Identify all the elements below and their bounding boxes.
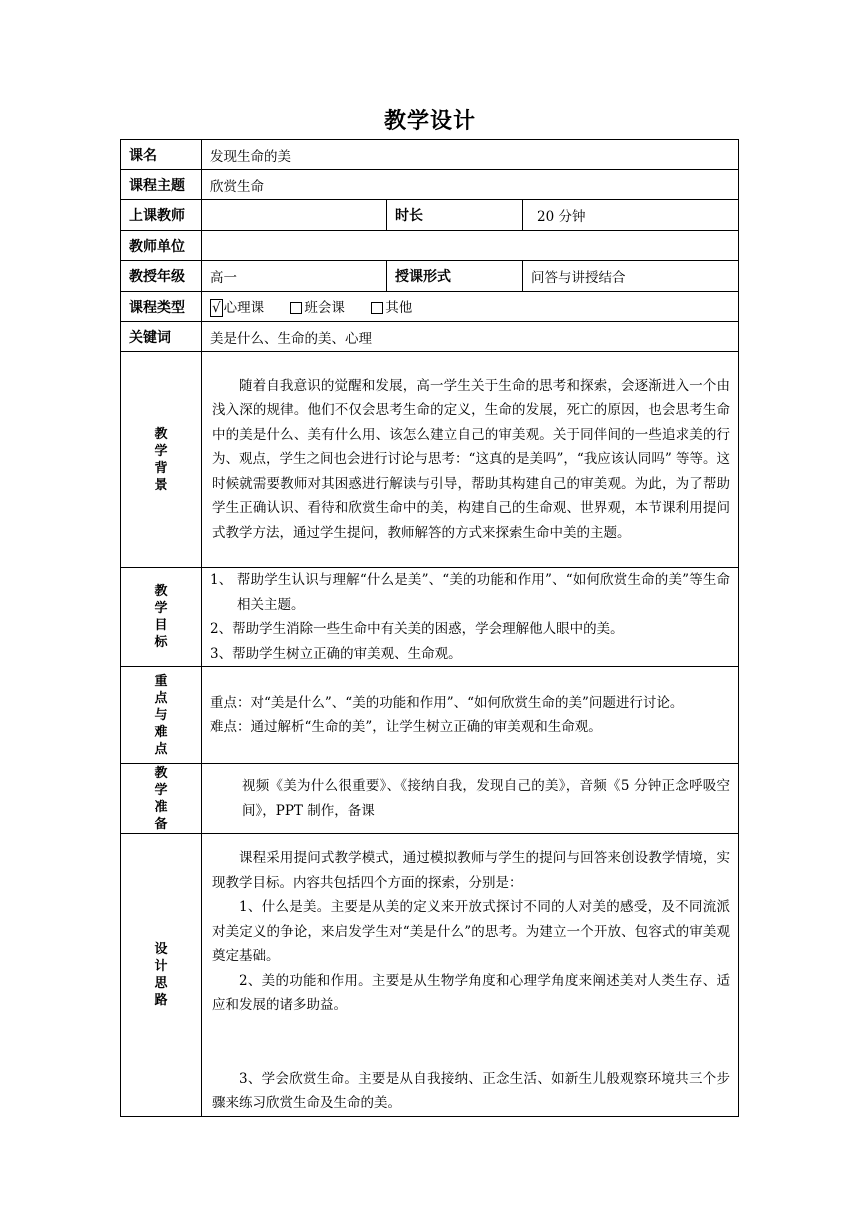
row-goals <box>121 568 739 667</box>
row-unit <box>121 231 739 261</box>
unit-value <box>202 231 739 261</box>
checkbox-icon <box>290 302 302 314</box>
goal-item: 3、帮助学生树立正确的审美观、生命观。 <box>210 645 462 662</box>
grade-value: 高一 <box>202 261 387 292</box>
row-course-theme <box>121 170 739 200</box>
lesson-plan-table <box>120 139 739 1117</box>
teacher-value <box>202 200 387 231</box>
keywords-value: 美是什么、生命的美、心理 <box>202 322 739 352</box>
row-course-type <box>121 292 739 322</box>
form-label: 授课形式 <box>387 261 523 292</box>
unit-label: 教师单位 <box>121 231 202 261</box>
row-design <box>121 834 739 1117</box>
design-intro: 课程采用提问式教学模式，通过模拟教师与学生的提问与回答来创设教学情境，实现教学目标。内容共包括四个方面的探索，分别是： <box>212 850 731 891</box>
goals-list <box>202 568 739 667</box>
row-course-name <box>121 140 739 170</box>
row-key-points <box>121 667 739 764</box>
duration-value: 20 分钟 <box>523 200 739 231</box>
difficulty-point: 难点：通过解析“生命的美”，让学生树立正确的审美观和生命观。 <box>210 719 602 735</box>
design-part-2: 2、美的功能和作用。主要是从生物学角度和心理学角度来阐述美对人类生存、适应和发展的诸多助益。 <box>212 972 731 1013</box>
option-class-meeting-label: 班会课 <box>304 300 345 316</box>
row-background <box>121 352 739 568</box>
key-point: 重点：对“美是什么”、“美的功能和作用”、“如何欣赏生命的美”问题进行讨论。 <box>210 694 684 711</box>
goal-item: 2、帮助学生消除一些生命中有关美的困惑，学会理解他人眼中的美。 <box>210 621 624 637</box>
goals-label: 教 学 目 标 <box>121 568 202 667</box>
design-part-3: 3、学会欣赏生命。主要是从自我接纳、正念生活、如新生儿般观察环境共三个步骤来练习欣赏生命及生命的美。 <box>212 1070 731 1111</box>
form-value: 问答与讲授结合 <box>523 261 739 292</box>
row-keywords <box>121 322 739 352</box>
preparation-text: 视频《美为什么很重要》、《接纳自我，发现自己的美》，音频《5 分钟正念呼吸空间》，PPT 制作，备课 <box>202 764 739 834</box>
teacher-label: 上课教师 <box>121 200 202 231</box>
background-text: 随着自我意识的觉醒和发展，高一学生关于生命的思考和探索，会逐渐进入一个由浅入深的规律。他们不仅会思考生命的定义，生命的发展，死亡的原因，也会思考生命中的美是什么、美有什么用、该怎么建立自己的审美观。关于同伴间的一些追求美的行为、观点，学生之间也会进行讨论与思考：“这真的是美吗”，“我应该认同吗” 等等。这时候就需要教师对其困惑进行解读与引导，帮助其构建自己的审美观。为此，为了帮助学生正确认识、看待和欣赏生命中的美，构建自己的生命观、世界观，本节课利用提问式教学方法，通过学生提问，教师解答的方式来探索生命中美的主题。 <box>202 352 739 568</box>
design-part-1: 1、什么是美。主要是从美的定义来开放式探讨不同的人对美的感受，及不同流派对美定义的争论，来启发学生对“美是什么”的思考。为建立一个开放、包容式的审美观奠定基础。 <box>212 899 731 964</box>
preparation-label: 教 学 准 备 <box>121 764 202 834</box>
course-type-options <box>202 292 739 322</box>
course-theme-value: 欣赏生命 <box>202 170 739 200</box>
duration-label: 时长 <box>387 200 523 231</box>
course-type-label: 课程类型 <box>121 292 202 322</box>
background-label: 教 学 背 景 <box>121 352 202 568</box>
key-points-label: 重 点 与 难 点 <box>121 667 202 764</box>
checkmark-icon: √ <box>212 300 221 316</box>
keywords-label: 关键词 <box>121 322 202 352</box>
course-name-value: 发现生命的美 <box>202 140 739 170</box>
course-name-label: 课名 <box>121 140 202 170</box>
option-psychology[interactable] <box>210 300 264 316</box>
row-grade <box>121 261 739 292</box>
option-other[interactable] <box>371 300 412 316</box>
course-theme-label: 课程主题 <box>121 170 202 200</box>
option-other-label: 其他 <box>385 300 413 316</box>
grade-label: 教授年级 <box>121 261 202 292</box>
design-label: 设 计 思 路 <box>121 834 202 1117</box>
document-title: 教学设计 <box>383 109 476 134</box>
option-class-meeting[interactable] <box>290 300 345 316</box>
row-teacher <box>121 200 739 231</box>
design-text <box>202 834 739 1117</box>
goal-item: 1、 帮助学生认识与理解“什么是美”、“美的功能和作用”、“如何欣赏生命的美”等生命相关主题。 <box>210 572 731 613</box>
option-psychology-label: 心理课 <box>223 300 265 316</box>
checkbox-icon <box>371 302 383 314</box>
row-preparation <box>121 764 739 834</box>
key-points-text <box>202 667 739 764</box>
